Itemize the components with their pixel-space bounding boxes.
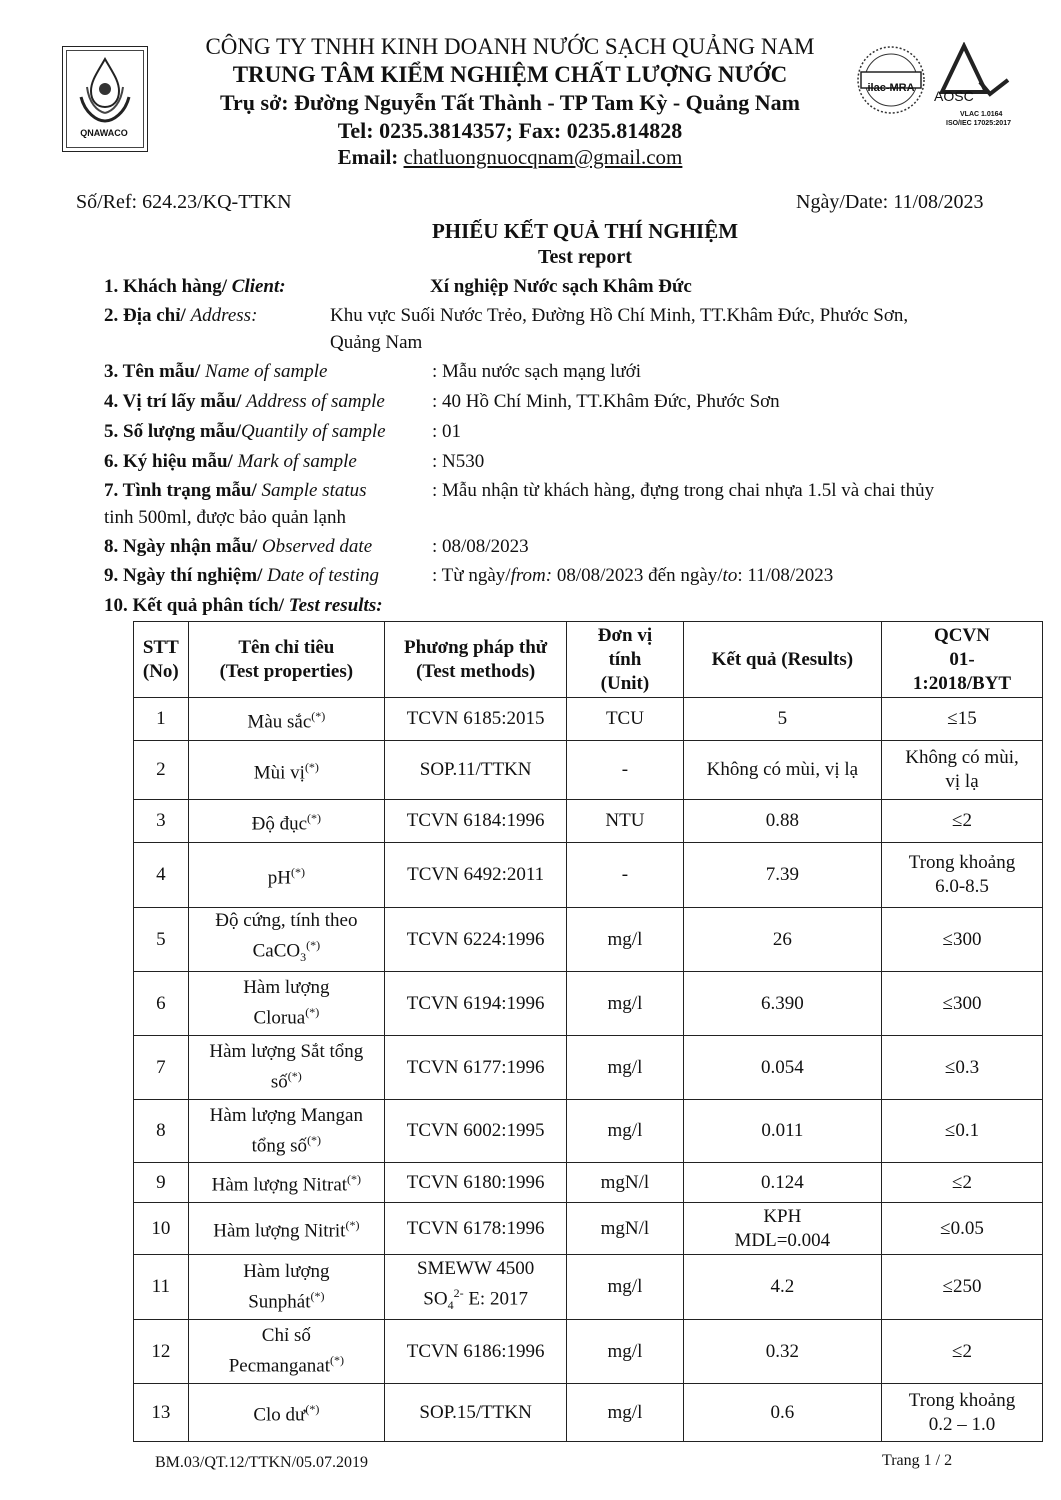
row-property: Hàm lượng Mangan tổng số(*) xyxy=(188,1100,384,1163)
row-result: 7.39 xyxy=(683,843,881,908)
ilac-seal-icon xyxy=(855,44,927,116)
row-unit: mg/l xyxy=(567,1384,683,1442)
row-limit: ≤2 xyxy=(882,1320,1043,1384)
row-no: 10 xyxy=(134,1203,189,1255)
row-unit: TCU xyxy=(567,698,683,741)
row-property: Hàm lượng Sunphát(*) xyxy=(188,1255,384,1320)
col-header-qcvn: QCVN 01- 1:2018/BYT xyxy=(882,622,1043,698)
observed-date-label: 8. Ngày nhận mẫu/ Observed date xyxy=(104,536,373,557)
table-header-row xyxy=(134,622,1043,698)
row-no: 7 xyxy=(134,1036,189,1100)
sample-status-value-line2: tinh 500ml, được bảo quản lạnh xyxy=(104,507,346,528)
row-no: 2 xyxy=(134,741,189,800)
sample-quantity-label: 5. Số lượng mẫu/Quantily of sample xyxy=(104,421,386,442)
row-result: 6.390 xyxy=(683,972,881,1036)
row-limit: ≤300 xyxy=(882,908,1043,972)
sample-status-value-line1: : Mẫu nhận từ khách hàng, đựng trong chai nhựa 1.5l và chai thủy xyxy=(432,480,935,501)
row-property: Mùi vị(*) xyxy=(188,741,384,800)
email-label: Email: xyxy=(337,145,404,169)
report-subtitle: Test report xyxy=(538,246,632,268)
row-property: pH(*) xyxy=(188,843,384,908)
row-method: TCVN 6178:1996 xyxy=(385,1203,567,1255)
row-result: 0.011 xyxy=(683,1100,881,1163)
row-no: 5 xyxy=(134,908,189,972)
row-method: TCVN 6002:1995 xyxy=(385,1100,567,1163)
iso-standard: ISO/IEC 17025:2017 xyxy=(946,120,1011,127)
row-no: 6 xyxy=(134,972,189,1036)
row-no: 3 xyxy=(134,800,189,843)
row-no: 9 xyxy=(134,1163,189,1203)
row-unit: mgN/l xyxy=(567,1203,683,1255)
row-method: TCVN 6177:1996 xyxy=(385,1036,567,1100)
client-value: Xí nghiệp Nước sạch Khâm Đức xyxy=(430,276,692,297)
table-row xyxy=(134,1320,1043,1384)
sample-location-label: 4. Vị trí lấy mẫu/ Address of sample xyxy=(104,391,385,412)
results-table xyxy=(133,621,1043,1442)
row-result: Không có mùi, vị lạ xyxy=(683,741,881,800)
report-title: PHIẾU KẾT QUẢ THÍ NGHIỆM xyxy=(431,219,739,243)
row-unit: mg/l xyxy=(567,1036,683,1100)
logo-text: QNAWACO xyxy=(80,128,128,138)
row-method: TCVN 6180:1996 xyxy=(385,1163,567,1203)
contact-email xyxy=(150,145,870,170)
email-link[interactable]: chatluongnuocqnam@gmail.com xyxy=(403,145,683,169)
row-result: 0.32 xyxy=(683,1320,881,1384)
row-property: Chỉ số Pecmanganat(*) xyxy=(188,1320,384,1384)
table-row xyxy=(134,1203,1043,1255)
row-property: Màu sắc(*) xyxy=(188,698,384,741)
test-results-label: 10. Kết quả phân tích/ Test results: xyxy=(104,595,383,616)
row-result: 26 xyxy=(683,908,881,972)
row-method: TCVN 6185:2015 xyxy=(385,698,567,741)
col-header-unit: Đơn vị tính (Unit) xyxy=(567,622,683,698)
form-code: BM.03/QT.12/TTKN/05.07.2019 xyxy=(155,1454,369,1471)
row-limit: ≤300 xyxy=(882,972,1043,1036)
row-result: 0.6 xyxy=(683,1384,881,1442)
vlac-code: VLAC 1.0164 xyxy=(960,111,1003,118)
table-row xyxy=(134,698,1043,741)
report-date: Ngày/Date: 11/08/2023 xyxy=(796,191,984,213)
row-property: Hàm lượng Nitrit(*) xyxy=(188,1203,384,1255)
table-row xyxy=(134,741,1043,800)
center-name: TRUNG TÂM KIỂM NGHIỆM CHẤT LƯỢNG NƯỚC xyxy=(232,62,788,87)
row-method: SOP.11/TTKN xyxy=(385,741,567,800)
row-limit: Trong khoảng 0.2 – 1.0 xyxy=(882,1384,1043,1442)
water-drop-hands-icon xyxy=(67,51,143,129)
col-header-properties: Tên chỉ tiêu (Test properties) xyxy=(188,622,384,698)
sample-name-label: 3. Tên mẫu/ Name of sample xyxy=(104,361,328,382)
row-limit: ≤0.05 xyxy=(882,1203,1043,1255)
row-unit: NTU xyxy=(567,800,683,843)
row-no: 4 xyxy=(134,843,189,908)
row-limit: ≤2 xyxy=(882,800,1043,843)
sample-mark-value: : N530 xyxy=(432,451,485,472)
testing-date-label: 9. Ngày thí nghiệm/ Date of testing xyxy=(104,565,379,586)
row-limit: ≤2 xyxy=(882,1163,1043,1203)
client-label: 1. Khách hàng/ Client: xyxy=(104,276,286,297)
row-limit: Không có mùi, vị lạ xyxy=(882,741,1043,800)
address-value-line1: Khu vực Suối Nước Trẻo, Đường Hồ Chí Minh, TT.Khâm Đức, Phước Sơn, xyxy=(330,305,909,326)
row-result: 0.124 xyxy=(683,1163,881,1203)
row-no: 1 xyxy=(134,698,189,741)
row-no: 12 xyxy=(134,1320,189,1384)
head-office-address: Trụ sở: Đường Nguyễn Tất Thành - TP Tam Kỳ - Quảng Nam xyxy=(220,90,800,115)
row-no: 8 xyxy=(134,1100,189,1163)
aosc-text: AOSC xyxy=(934,88,974,104)
row-property: Hàm lượng Nitrat(*) xyxy=(188,1163,384,1203)
table-row xyxy=(134,972,1043,1036)
row-result: 4.2 xyxy=(683,1255,881,1320)
row-no: 13 xyxy=(134,1384,189,1442)
contact-phone: Tel: 0235.3814357; Fax: 0235.814828 xyxy=(337,118,683,143)
page-number: Trang 1 / 2 xyxy=(882,1452,953,1469)
sample-quantity-value: : 01 xyxy=(432,421,462,442)
row-limit: ≤15 xyxy=(882,698,1043,741)
row-unit: mg/l xyxy=(567,1320,683,1384)
col-header-results: Kết quả (Results) xyxy=(683,622,881,698)
row-method: SMEWW 4500 $SO_4^{2-}$ E: 2017 xyxy=(385,1255,567,1320)
row-limit: Trong khoảng 6.0-8.5 xyxy=(882,843,1043,908)
row-method: TCVN 6186:1996 xyxy=(385,1320,567,1384)
row-unit: mg/l xyxy=(567,1255,683,1320)
row-limit: ≤250 xyxy=(882,1255,1043,1320)
row-property: Hàm lượng Sắt tổng số(*) xyxy=(188,1036,384,1100)
row-result: 0.88 xyxy=(683,800,881,843)
table-row xyxy=(134,1255,1043,1320)
sample-mark-label: 6. Ký hiệu mẫu/ Mark of sample xyxy=(104,451,357,472)
row-limit: ≤0.1 xyxy=(882,1100,1043,1163)
row-property: Clo dư(*) xyxy=(188,1384,384,1442)
observed-date-value: : 08/08/2023 xyxy=(432,536,529,557)
row-method: TCVN 6224:1996 xyxy=(385,908,567,972)
address-label: 2. Địa chỉ/ Address: xyxy=(104,305,258,326)
row-no: 11 xyxy=(134,1255,189,1320)
row-property: Độ đục(*) xyxy=(188,800,384,843)
row-unit: - xyxy=(567,843,683,908)
ilac-mra-logo xyxy=(855,44,927,116)
row-method: TCVN 6194:1996 xyxy=(385,972,567,1036)
reference-number: Số/Ref: 624.23/KQ-TTKN xyxy=(76,191,292,213)
row-unit: - xyxy=(567,741,683,800)
row-unit: mg/l xyxy=(567,1100,683,1163)
row-result: 5 xyxy=(683,698,881,741)
table-row xyxy=(134,1163,1043,1203)
col-header-stt: STT (No) xyxy=(134,622,189,698)
row-property: Hàm lượng Clorua(*) xyxy=(188,972,384,1036)
sample-name-value: : Mẫu nước sạch mạng lưới xyxy=(432,361,642,382)
table-row xyxy=(134,800,1043,843)
testing-date-value: : Từ ngày/from: 08/08/2023 đến ngày/to: 11/08/2023 xyxy=(432,565,834,586)
row-result: KPH MDL=0.004 xyxy=(683,1203,881,1255)
row-method: TCVN 6184:1996 xyxy=(385,800,567,843)
table-row xyxy=(134,1100,1043,1163)
row-unit: mg/l xyxy=(567,972,683,1036)
address-value-line2: Quảng Nam xyxy=(330,332,423,353)
row-property: Độ cứng, tính theo CaCO$_3$(*) xyxy=(188,908,384,972)
row-limit: ≤0.3 xyxy=(882,1036,1043,1100)
ilac-text: ilac-MRA xyxy=(867,82,915,94)
table-row xyxy=(134,908,1043,972)
company-name: CÔNG TY TNHH KINH DOANH NƯỚC SẠCH QUẢNG NAM xyxy=(205,34,815,59)
row-method: TCVN 6492:2011 xyxy=(385,843,567,908)
table-row xyxy=(134,843,1043,908)
table-row xyxy=(134,1384,1043,1442)
col-header-methods: Phương pháp thử (Test methods) xyxy=(385,622,567,698)
row-unit: mg/l xyxy=(567,908,683,972)
sample-location-value: : 40 Hồ Chí Minh, TT.Khâm Đức, Phước Sơn xyxy=(432,391,780,412)
sample-status-label: 7. Tình trạng mẫu/ Sample status xyxy=(104,480,367,501)
row-unit: mgN/l xyxy=(567,1163,683,1203)
row-result: 0.054 xyxy=(683,1036,881,1100)
table-row xyxy=(134,1036,1043,1100)
row-method: SOP.15/TTKN xyxy=(385,1384,567,1442)
